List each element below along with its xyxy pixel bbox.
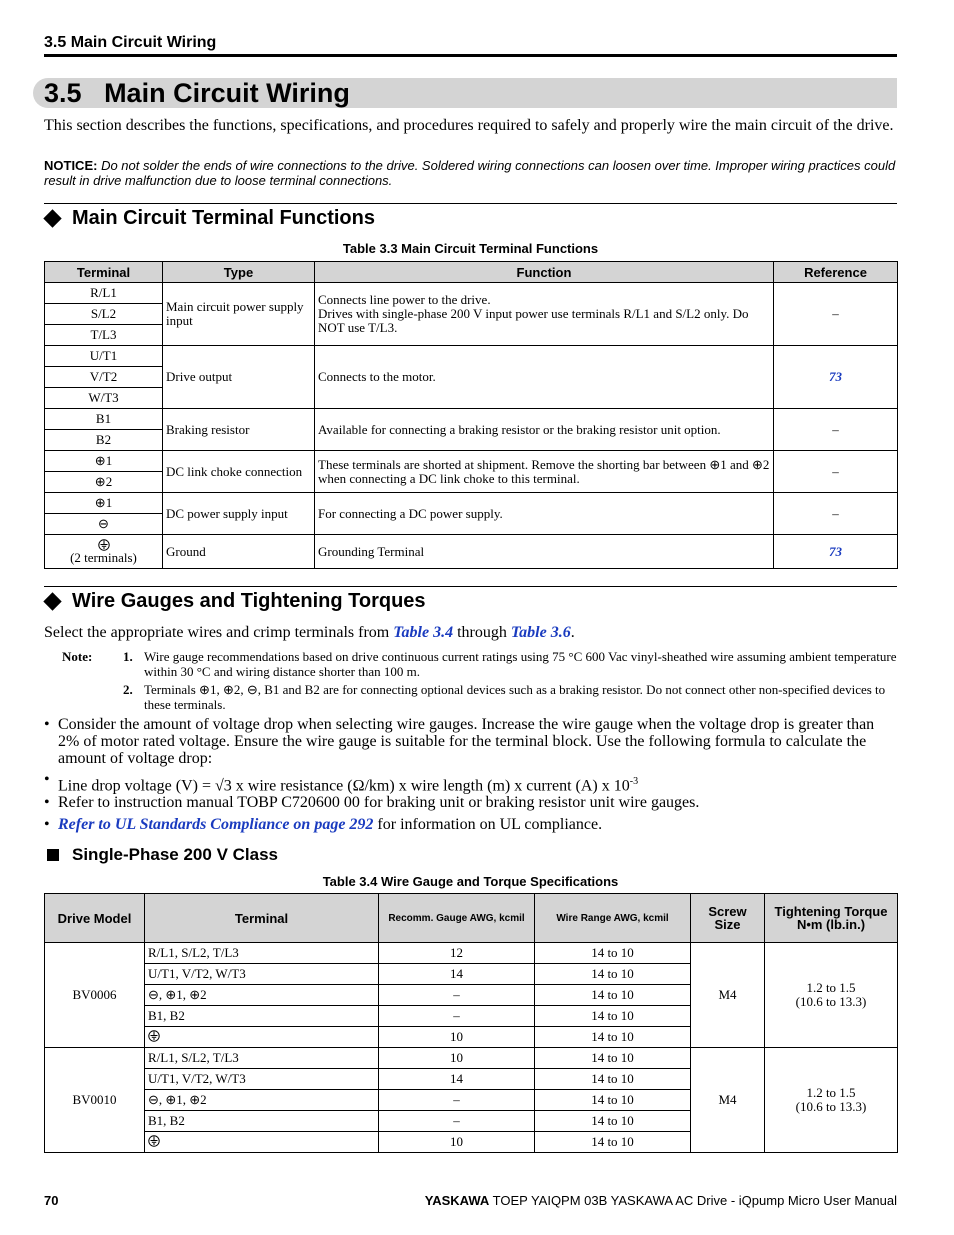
wire-range-cell: 14 to 10 — [535, 1090, 691, 1111]
terminal-cell: ⊖, ⊕1, ⊕2 — [145, 985, 379, 1006]
reference-cell: – — [774, 493, 898, 535]
terminal-cell — [145, 1132, 379, 1153]
type-cell: Ground — [163, 535, 315, 569]
th-screw-size: Screw Size — [691, 894, 765, 943]
footer-manual: TOEP YAIQPM 03B YASKAWA AC Drive - iQpump Micro User Manual — [489, 1193, 897, 1208]
intro-paragraph: This section describes the functions, specifications, and procedures required to safely and properly wire the main circuit of the drive. — [44, 117, 894, 134]
terminal-cell: U/T1 — [45, 346, 163, 367]
reference-link[interactable]: 73 — [829, 369, 842, 384]
torque-cell — [765, 1048, 898, 1153]
torque-nm: 1.2 to 1.5 — [806, 1085, 856, 1100]
diamond-icon — [43, 209, 61, 227]
recomm-gauge-cell: – — [379, 1111, 535, 1132]
bullet-marker: • — [44, 771, 50, 788]
type-cell: Braking resistor — [163, 409, 315, 451]
reference-cell — [774, 535, 898, 569]
terminal-cell: ⊕1 — [45, 493, 163, 514]
screw-size-cell: M4 — [691, 943, 765, 1048]
wire-range-cell: 14 to 10 — [535, 964, 691, 985]
ground-terminal-count: (2 terminals) — [70, 549, 137, 565]
reference-cell: – — [774, 409, 898, 451]
terminal-cell: T/L3 — [45, 325, 163, 346]
recomm-gauge-cell: – — [379, 1090, 535, 1111]
note-text: Terminals ⊕1, ⊕2, ⊖, B1 and B2 are for connecting optional devices such as a braking resistor. Do not connect other non-specified devices to these terminals. — [144, 682, 886, 712]
wire-range-cell: 14 to 10 — [535, 1111, 691, 1132]
recomm-gauge-cell: 14 — [379, 964, 535, 985]
terminal-cell — [145, 1027, 379, 1048]
drive-model-cell: BV0006 — [45, 943, 145, 1048]
function-cell: Grounding Terminal — [315, 535, 774, 569]
terminal-cell: R/L1, S/L2, T/L3 — [145, 943, 379, 964]
bullet-formula — [58, 773, 898, 794]
table-row — [45, 493, 898, 514]
terminal-cell — [45, 535, 163, 569]
heading-terminal-functions: Main Circuit Terminal Functions — [72, 207, 375, 229]
th-drive-model: Drive Model — [45, 894, 145, 943]
bullet-braking-manual: Refer to instruction manual TOBP C720600 00 for braking unit or braking resistor unit wire gauges. — [58, 794, 700, 811]
diamond-icon — [43, 592, 61, 610]
page-number: 70 — [44, 1193, 59, 1208]
reference-cell — [774, 346, 898, 409]
bullet-ul-compliance — [58, 816, 898, 833]
terminal-cell: S/L2 — [45, 304, 163, 325]
type-cell: Main circuit power supply input — [163, 283, 315, 346]
wire-range-cell: 14 to 10 — [535, 1132, 691, 1153]
reference-link[interactable]: 73 — [829, 543, 842, 559]
note-label: Note: — [62, 649, 93, 664]
function-cell: Connects line power to the drive. Drives with single-phase 200 V input power use terminals R/L1 and S/L2 only. Do NOT use T/L3. — [315, 283, 774, 346]
terminal-cell: R/L1, S/L2, T/L3 — [145, 1048, 379, 1069]
terminal-cell: B1 — [45, 409, 163, 430]
table-3-3-caption: Table 3.3 Main Circuit Terminal Functions — [342, 241, 599, 256]
ground-icon — [148, 1030, 160, 1042]
terminal-cell: V/T2 — [45, 367, 163, 388]
heading-wire-gauges: Wire Gauges and Tightening Torques — [72, 590, 426, 612]
wire-gauge-table — [44, 893, 898, 1153]
heading-single-phase: Single-Phase 200 V Class — [72, 845, 278, 864]
ul-compliance-text: for information on UL compliance. — [373, 816, 603, 833]
terminal-cell: B1, B2 — [145, 1111, 379, 1132]
section-rule — [44, 586, 897, 587]
drive-model-cell: BV0010 — [45, 1048, 145, 1153]
table-row — [45, 409, 898, 430]
th-terminal: Terminal — [145, 894, 379, 943]
wire-range-cell: 14 to 10 — [535, 1069, 691, 1090]
note-number: 2. — [123, 682, 133, 697]
terminal-cell: ⊕2 — [45, 472, 163, 493]
table-row — [45, 346, 898, 367]
function-cell: Available for connecting a braking resistor or the braking resistor unit option. — [315, 409, 774, 451]
reference-cell: – — [774, 451, 898, 493]
table-3-4-link[interactable]: Table 3.4 — [393, 624, 454, 641]
select-text-pre: Select the appropriate wires and crimp terminals from — [44, 624, 394, 641]
torque-lbin: (10.6 to 13.3) — [795, 994, 867, 1009]
terminal-cell: R/L1 — [45, 283, 163, 304]
section-number: 3.5 — [44, 78, 82, 108]
terminal-cell: U/T1, V/T2, W/T3 — [145, 1069, 379, 1090]
table-3-4-caption: Table 3.4 Wire Gauge and Torque Specifications — [322, 874, 619, 889]
recomm-gauge-cell: 14 — [379, 1069, 535, 1090]
recomm-gauge-cell: 10 — [379, 1132, 535, 1153]
terminal-cell: ⊕1 — [45, 451, 163, 472]
torque-lbin: (10.6 to 13.3) — [795, 1099, 867, 1114]
footer-brand: YASKAWA — [424, 1193, 490, 1208]
function-cell: Connects to the motor. — [315, 346, 774, 409]
wire-range-cell: 14 to 10 — [535, 1027, 691, 1048]
torque-cell — [765, 943, 898, 1048]
type-cell: DC power supply input — [163, 493, 315, 535]
table-3-6-link[interactable]: Table 3.6 — [510, 624, 571, 641]
bullet-marker: • — [44, 794, 50, 811]
terminal-cell: W/T3 — [45, 388, 163, 409]
recomm-gauge-cell: 10 — [379, 1048, 535, 1069]
th-function: Function — [315, 262, 774, 283]
type-cell: DC link choke connection — [163, 451, 315, 493]
table-row — [45, 283, 898, 304]
note-text: Wire gauge recommendations based on drive continuous current ratings using 75 °C 600 Vac vinyl-sheathed wire assuming ambient temperature within 30 °C and wiring distance shorter than 100 m. — [144, 649, 897, 679]
footer-manual-title — [425, 1193, 897, 1208]
terminal-cell: ⊖, ⊕1, ⊕2 — [145, 1090, 379, 1111]
notice — [44, 158, 897, 188]
formula-text: Line drop voltage (V) = √3 x wire resistance (Ω/km) x wire length (m) x current (A) x 10 — [58, 777, 630, 795]
square-icon — [47, 849, 59, 861]
terminal-functions-table — [44, 261, 898, 569]
formula-exponent: -3 — [629, 776, 639, 787]
header-rule — [44, 54, 897, 57]
recomm-gauge-cell: 12 — [379, 943, 535, 964]
wire-range-cell: 14 to 10 — [535, 1006, 691, 1027]
th-terminal: Terminal — [45, 262, 163, 283]
select-wires-paragraph — [44, 624, 575, 642]
terminal-cell: B2 — [45, 430, 163, 451]
notice-label: NOTICE: — [44, 158, 98, 173]
reference-cell: – — [774, 283, 898, 346]
th-tightening-torque: Tightening Torque N•m (lb.in.) — [765, 894, 898, 943]
wire-range-cell: 14 to 10 — [535, 943, 691, 964]
th-type: Type — [163, 262, 315, 283]
type-cell: Drive output — [163, 346, 315, 409]
screw-size-cell: M4 — [691, 1048, 765, 1153]
table-row — [45, 451, 898, 472]
note-number: 1. — [123, 649, 133, 664]
ground-icon — [148, 1135, 160, 1147]
ul-compliance-link[interactable]: Refer to UL Standards Compliance on page 292 — [58, 816, 374, 833]
table-row — [45, 943, 898, 964]
wire-range-cell: 14 to 10 — [535, 985, 691, 1006]
terminal-cell: U/T1, V/T2, W/T3 — [145, 964, 379, 985]
wire-range-cell: 14 to 10 — [535, 1048, 691, 1069]
select-text-post: . — [570, 624, 575, 641]
function-cell: For connecting a DC power supply. — [315, 493, 774, 535]
bullet-marker: • — [44, 716, 50, 733]
notice-text: Do not solder the ends of wire connections to the drive. Soldered wiring connections can loosen over time. Improper wiring practices could result in drive malfunction due to loose terminal connections. — [44, 158, 896, 188]
table-row — [45, 1048, 898, 1069]
bullet-voltage-drop: Consider the amount of voltage drop when selecting wire gauges. Increase the wire gauge when the voltage drop is greater than 2% of motor rated voltage. Ensure the wire gauge is suitable for the terminal block. Use the following formula to calculate the amount of voltage drop: — [58, 716, 875, 767]
recomm-gauge-cell: 10 — [379, 1027, 535, 1048]
recomm-gauge-cell: – — [379, 1006, 535, 1027]
running-head: 3.5 Main Circuit Wiring — [44, 34, 217, 51]
section-title — [44, 78, 350, 108]
th-recomm-gauge: Recomm. Gauge AWG, kcmil — [379, 894, 535, 943]
torque-nm: 1.2 to 1.5 — [806, 980, 856, 995]
section-title-text: Main Circuit Wiring — [104, 78, 350, 108]
recomm-gauge-cell: – — [379, 985, 535, 1006]
th-reference: Reference — [774, 262, 898, 283]
terminal-cell: B1, B2 — [145, 1006, 379, 1027]
select-text-mid: through — [453, 624, 511, 641]
th-wire-range: Wire Range AWG, kcmil — [535, 894, 691, 943]
function-cell: These terminals are shorted at shipment. Remove the shorting bar between ⊕1 and ⊕2 when connecting a DC link choke to this terminal. — [315, 451, 774, 493]
table-row — [45, 535, 898, 569]
section-rule — [44, 203, 897, 204]
bullet-marker: • — [44, 816, 50, 833]
terminal-cell: ⊖ — [45, 514, 163, 535]
